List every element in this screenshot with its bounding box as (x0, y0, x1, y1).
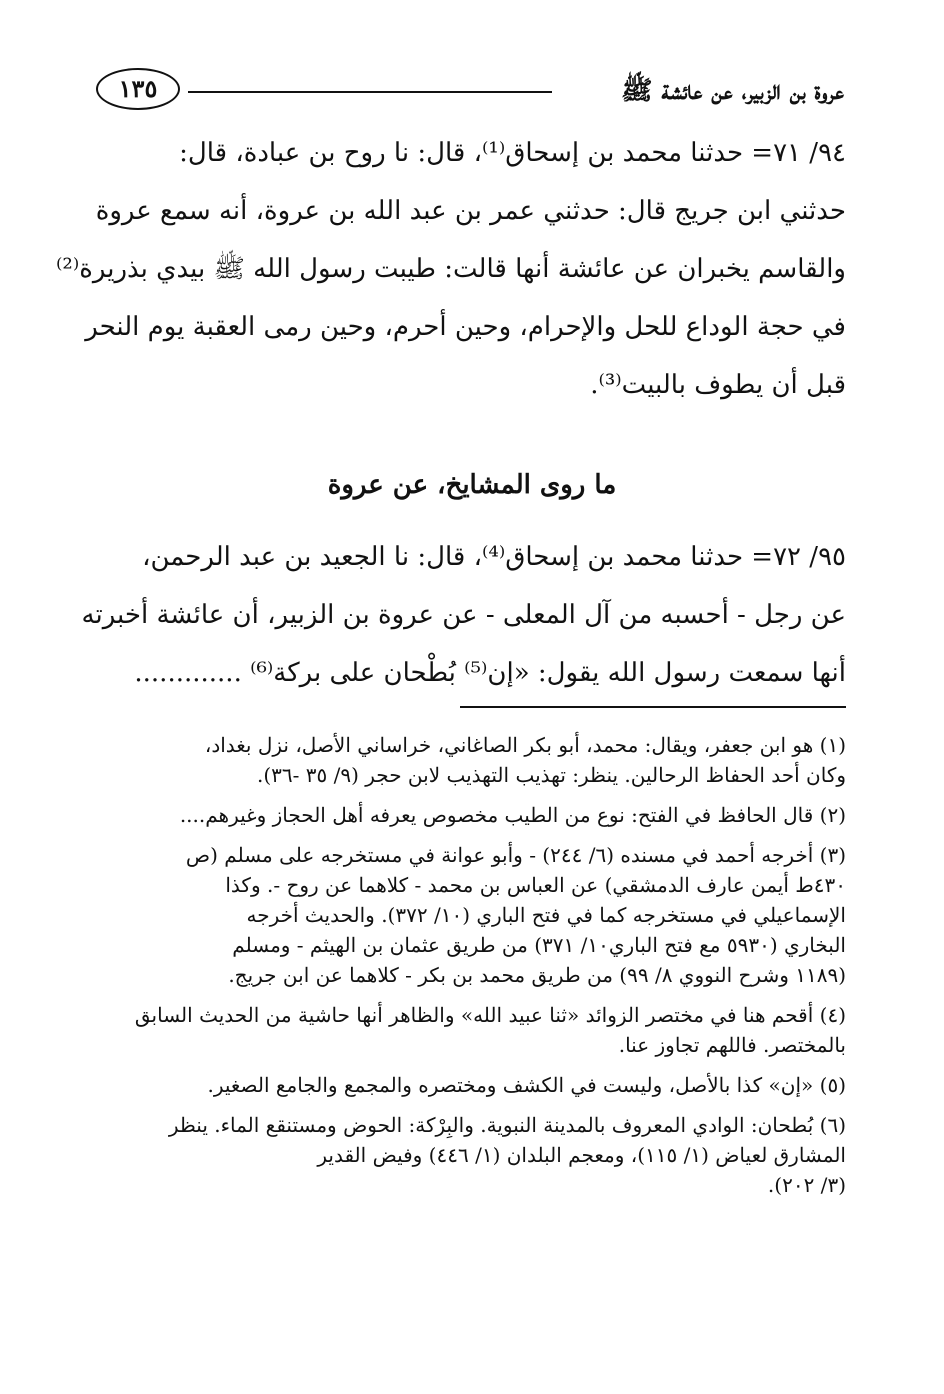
footnotes (100, 730, 846, 1210)
footnote-4 (100, 1000, 846, 1060)
footnote-line: (٢) قال الحافظ في الفتح: نوع من الطيب مخصوص يعرفه أهل الحجاز وغيرهم.... (179, 803, 846, 827)
footnote-2 (100, 800, 846, 830)
text-line: قبل أن يطوف بالبيت⁽³⁾. (590, 370, 846, 400)
hadith-94 (56, 124, 846, 414)
running-header (96, 64, 844, 120)
text-line: أنها سمعت رسول الله يقول: «إن⁽⁵⁾ بُطْحان على بركة⁽⁶⁾ ............. (134, 658, 846, 688)
text-line: حدثني ابن جريج قال: حدثني عمر بن عبد الله بن عروة، أنه سمع عروة (95, 196, 846, 226)
footnote-line: (١١٨٩ وشرح النووي ٨/ ٩٩) من طريق محمد بن بكر - كلاهما عن ابن جريج. (228, 963, 846, 987)
footnote-3 (100, 840, 846, 990)
footnote-line: بالمختصر. فاللهم تجاوز عنا. (618, 1033, 846, 1057)
footnote-line: (٥) «إن» كذا بالأصل، وليست في الكشف ومختصره والمجمع والجامع الصغير. (207, 1073, 846, 1097)
footnote-line: ٤٣٠ط أيمن عارف الدمشقي) عن العباس بن محمد - كلاهما عن روح -. وكذا (225, 873, 846, 897)
text-line: في حجة الوداع للحل والإحرام، وحين أحرم، وحين رمى العقبة يوم النحر (85, 312, 846, 342)
footnote-1 (100, 730, 846, 790)
page-number: ١٣٥ (96, 68, 180, 110)
footnote-line: الإسماعيلي في مستخرجه كما في فتح الباري (١٠/ ٣٧٢). والحديث أخرجه (246, 903, 846, 927)
header-rule (188, 91, 552, 93)
footnote-line: (٤) أقحم هنا في مختصر الزوائد «ثنا عبيد الله» والظاهر أنها حاشية من الحديث السابق (134, 1003, 846, 1027)
text-line: ٩٤/ ٧١= حدثنا محمد بن إسحاق⁽¹⁾، قال: نا روح بن عبادة، قال: (179, 138, 846, 168)
running-title: عروة بن الزبير، عن عائشة ﷺ (621, 76, 844, 106)
footnote-5 (100, 1070, 846, 1100)
footnote-line: (٦) بُطحان: الوادي المعروف بالمدينة النبوية. والبِرْكة: الحوض ومستنقع الماء. ينظر (168, 1113, 846, 1137)
section-heading: ما روى المشايخ، عن عروة (327, 470, 617, 500)
text-line: والقاسم يخبران عن عائشة أنها قالت: طيبت رسول الله ﷺ بيدي بذريرة⁽²⁾ (56, 254, 846, 284)
footnote-line: وكان أحد الحفاظ الرحالين. ينظر: تهذيب التهذيب لابن حجر (٩/ ٣٥ -٣٦). (256, 763, 846, 787)
footnote-line: (٣) أخرجه أحمد في مسنده (٦/ ٢٤٤) - وأبو عوانة في مستخرجه على مسلم (ص (185, 843, 846, 867)
footnote-line: (٣/ ٢٠٢). (767, 1173, 846, 1197)
text-line: ٩٥/ ٧٢= حدثنا محمد بن إسحاق⁽⁴⁾، قال: نا الجعيد بن عبد الرحمن، (142, 542, 846, 572)
hadith-95 (81, 528, 846, 702)
footnote-separator (460, 706, 846, 708)
footnote-line: (١) هو ابن جعفر، ويقال: محمد، أبو بكر الصاغاني، خراساني الأصل، نزل بغداد، (204, 733, 846, 757)
footnote-line: البخاري (٥٩٣٠ مع فتح الباري١٠/ ٣٧١) من طريق عثمان بن الهيثم - ومسلم (232, 933, 846, 957)
text-line: عن رجل - أحسبه من آل المعلى - عن عروة بن الزبير، أن عائشة أخبرته (81, 600, 846, 630)
footnote-line: المشارق لعياض (١/ ١١٥)، ومعجم البلدان (١/ ٤٤٦) وفيض القدير (317, 1143, 846, 1167)
footnote-6 (100, 1110, 846, 1200)
